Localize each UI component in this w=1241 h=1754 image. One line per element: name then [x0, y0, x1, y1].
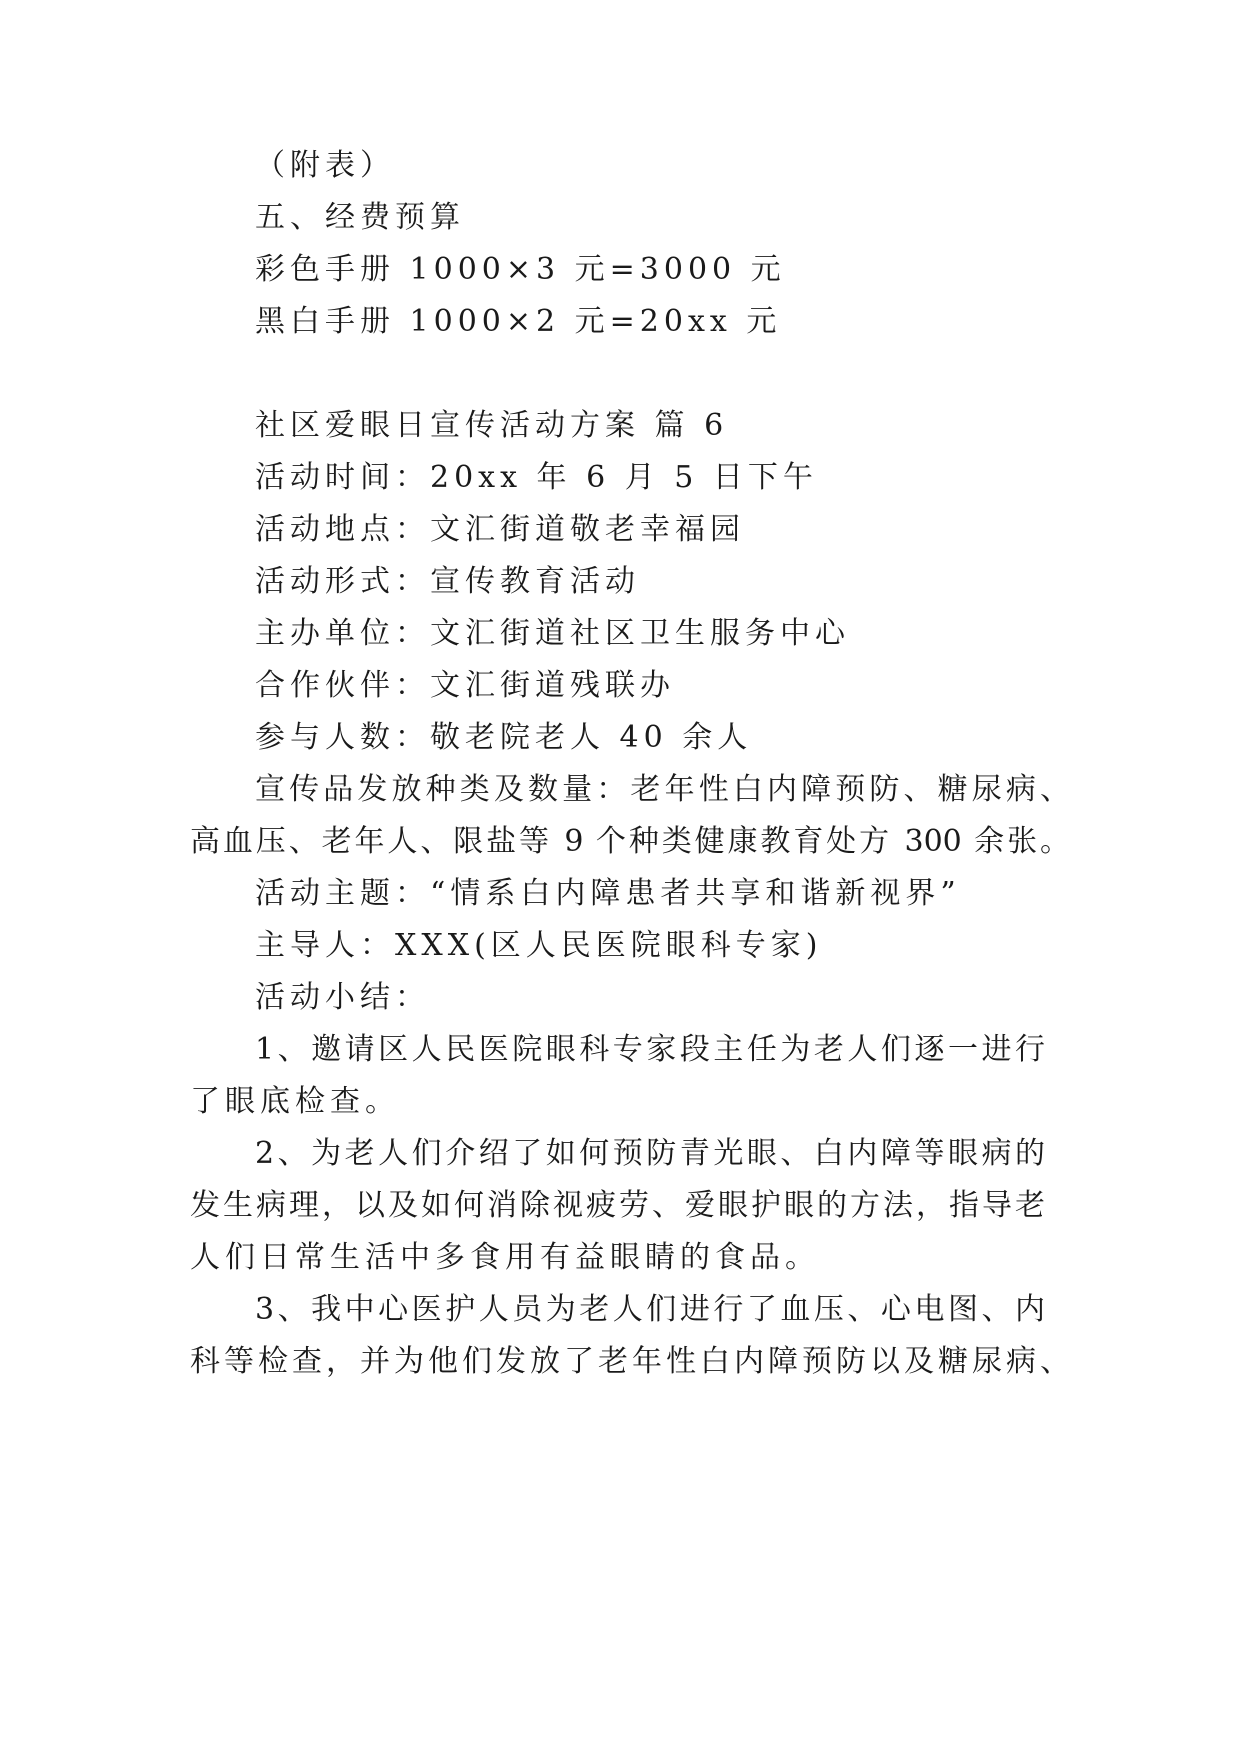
partner: 合作伙伴：文汇街道残联办: [255, 668, 675, 703]
lead-person: 主导人：XXX(区人民医院眼科专家): [255, 928, 823, 963]
organizer: 主办单位：文汇街道社区卫生服务中心: [255, 616, 850, 651]
materials-line-2: 高血压、老年人、限盐等 9 个种类健康教育处方 300 余张。: [190, 824, 1070, 859]
activity-location: 活动地点：文汇街道敬老幸福园: [255, 512, 745, 547]
budget-item-color-manual: 彩色手册 1000×3 元=3000 元: [255, 252, 786, 287]
section-heading-budget: 五、经费预算: [255, 200, 465, 235]
plan-title: 社区爱眼日宣传活动方案 篇 6: [255, 408, 729, 443]
summary-item-1-line-2: 了眼底检查。: [190, 1084, 400, 1119]
budget-item-bw-manual: 黑白手册 1000×2 元=20xx 元: [255, 304, 782, 339]
summary-item-2-line-1: 2、为老人们介绍了如何预防青光眼、白内障等眼病的: [255, 1136, 1045, 1171]
summary-item-2-line-2: 发生病理，以及如何消除视疲劳、爱眼护眼的方法，指导老: [190, 1188, 1045, 1223]
activity-format: 活动形式：宣传教育活动: [255, 564, 640, 599]
summary-item-3-line-2: 科等检查，并为他们发放了老年性白内障预防以及糖尿病、: [190, 1344, 1070, 1379]
summary-item-3-line-1: 3、我中心医护人员为老人们进行了血压、心电图、内: [255, 1292, 1045, 1327]
summary-item-1-line-1: 1、邀请区人民医院眼科专家段主任为老人们逐一进行: [255, 1032, 1045, 1067]
participant-count: 参与人数：敬老院老人 40 余人: [255, 720, 753, 755]
appendix-note: （附表）: [255, 148, 395, 183]
summary-heading: 活动小结：: [255, 980, 430, 1015]
materials-line-1: 宣传品发放种类及数量：老年性白内障预防、糖尿病、: [255, 772, 1070, 807]
activity-time: 活动时间：20xx 年 6 月 5 日下午: [255, 460, 818, 495]
summary-item-2-line-3: 人们日常生活中多食用有益眼睛的食品。: [190, 1240, 820, 1275]
activity-theme: 活动主题：“情系白内障患者共享和谐新视界”: [255, 876, 961, 911]
